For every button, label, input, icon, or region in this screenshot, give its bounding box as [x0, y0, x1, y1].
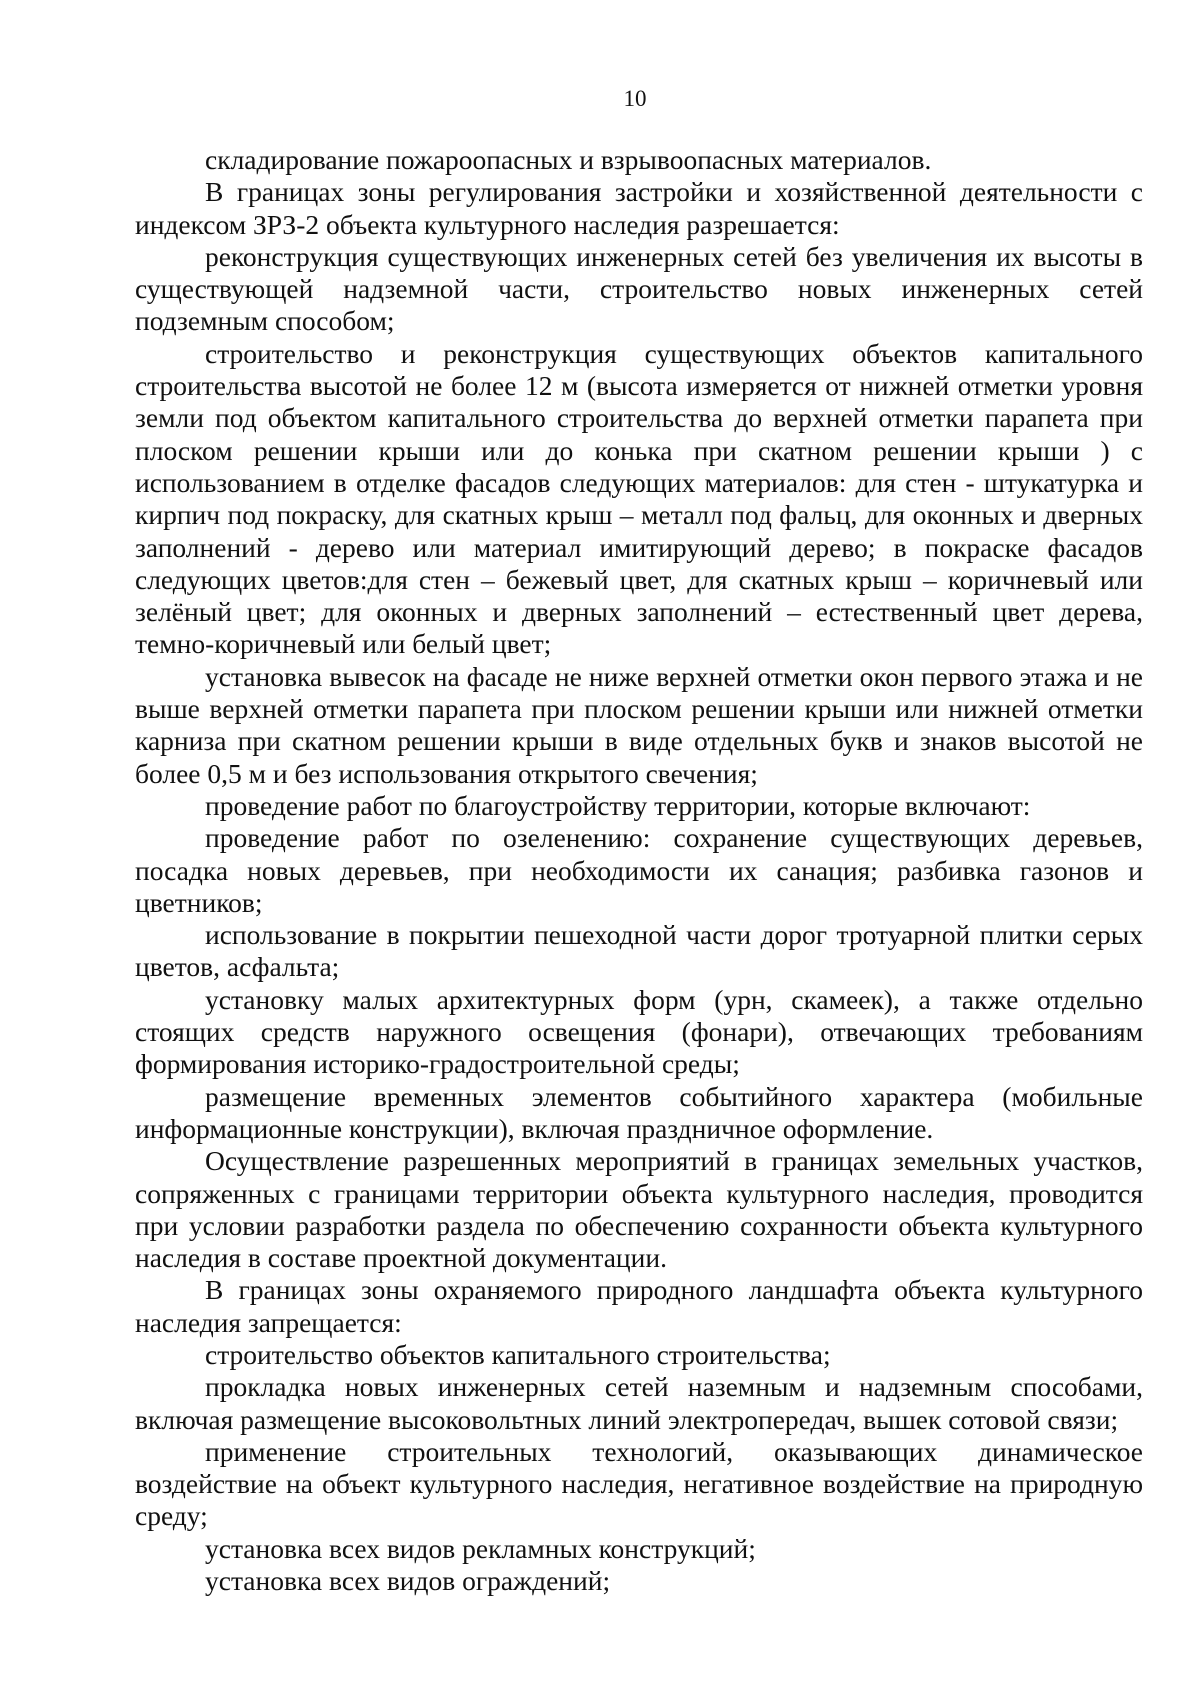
- paragraph: использование в покрытии пешеходной части дорог тротуарной плитки серых цветов, асфальта;: [135, 919, 1143, 983]
- paragraph: прокладка новых инженерных сетей наземным и надземным способами, включая размещение высоковольтных линий электропередач, вышек сотовой связи;: [135, 1371, 1143, 1435]
- paragraph: проведение работ по озеленению: сохранение существующих деревьев, посадка новых деревьев, при необходимости их санация; разбивка газонов и цветников;: [135, 822, 1143, 918]
- paragraph: В границах зоны регулирования застройки и хозяйственной деятельности с индексом ЗРЗ-2 объекта культурного наследия разрешается:: [135, 176, 1143, 240]
- paragraph: размещение временных элементов событийного характера (мобильные информационные конструкции), включая праздничное оформление.: [135, 1080, 1143, 1144]
- paragraph: установку малых архитектурных форм (урн, скамеек), а также отдельно стоящих средств наружного освещения (фонари), отвечающих требованиям формирования историко-градостроительной среды;: [135, 983, 1143, 1080]
- paragraph: установка вывесок на фасаде не ниже верхней отметки окон первого этажа и не выше верхней отметки парапета при плоском решении крыши или нижней отметки карниза при скатном решении крыши в виде отдельных букв и знаков высотой не более 0,5 м и без использования открытого свечения;: [135, 660, 1143, 789]
- paragraph: установка всех видов рекламных конструкций;: [205, 1532, 756, 1564]
- paragraph: установка всех видов ограждений;: [205, 1565, 611, 1597]
- paragraph: строительство объектов капитального строительства;: [205, 1338, 831, 1370]
- paragraph: Осуществление разрешенных мероприятий в границах земельных участков, сопряженных с границами территории объекта культурного наследия, проводится при условии разработки раздела по обеспечению сохранности объекта культурного наследия в составе проектной документации.: [135, 1145, 1143, 1274]
- paragraph: применение строительных технологий, оказывающих динамическое воздействие на объект культурного наследия, негативное воздействие на природную среду;: [135, 1435, 1143, 1532]
- paragraph: реконструкция существующих инженерных сетей без увеличения их высоты в существующей надземной части, строительство новых инженерных сетей подземным способом;: [135, 240, 1143, 337]
- paragraph: строительство и реконструкция существующих объектов капитального строительства высотой не более 12 м (высота измеряется от нижней отметки уровня земли под объектом капитального строительства до верхней отметки парапета при плоском решении крыши или до конька при скатном решении крыши ) с использованием в отделке фасадов следующих материалов: для стен - штукатурка и кирпич под покраску, для скатных крыш – металл под фальц, для оконных и дверных заполнений - дерево или материал имитирующий дерево; в покраске фасадов следующих цветов:для стен – бежевый цвет, для скатных крыш – коричневый или зелёный цвет; для оконных и дверных заполнений – естественный цвет дерева, темно-коричневый или белый цвет;: [135, 337, 1143, 660]
- paragraph: проведение работ по благоустройству территории, которые включают:: [205, 789, 1031, 821]
- document-body: [135, 144, 1143, 1597]
- paragraph: В границах зоны охраняемого природного ландшафта объекта культурного наследия запрещается:: [135, 1274, 1143, 1338]
- page-number: 10: [623, 86, 647, 111]
- paragraph: складирование пожароопасных и взрывоопасных материалов.: [205, 144, 932, 175]
